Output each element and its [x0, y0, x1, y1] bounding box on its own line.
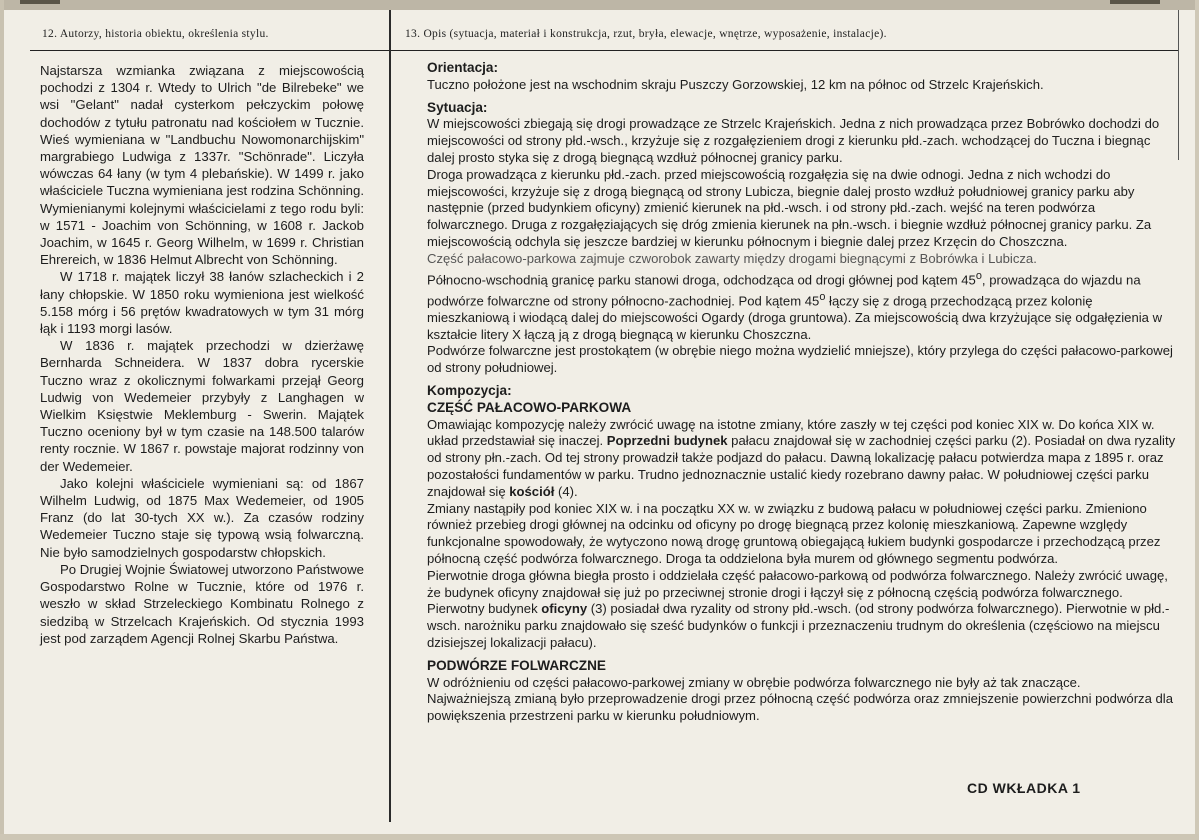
section-13-header: 13. Opis (sytuacja, materiał i konstrukcja, rzut, bryła, elewacje, wnętrze, wyposażenie, instalacje). [405, 28, 887, 40]
section-12-header: 12. Autorzy, historia obiektu, określenia stylu. [42, 28, 269, 40]
column-divider [389, 10, 391, 822]
bold-term: oficyny [541, 601, 588, 617]
text-span: łączy się z drogą przechodzącą przez kolonię mieszkaniową i wiodącą dalej do miejscowości Ogardy (droga gruntowa). Za miejscowością dwa krzyżujące się odgałęzienia w kształcie litery X łączą ją z drogą biegnącą w kierunku Choszczna. [427, 293, 1163, 342]
bold-term: kościół [509, 483, 555, 499]
orientacja-text: Tuczno położone jest na wschodnim skraju Puszczy Gorzowskiej, 12 km na północ od Strzelc Krajeńskich. [427, 76, 1044, 92]
farmyard-subheading: PODWÓRZE FOLWARCZNE [427, 657, 606, 673]
text-span: (4). [554, 483, 578, 499]
sytuacja-paragraph: W miejscowości zbiegają się drogi prowadzące ze Strzelc Krajeńskich. Jedna z nich prowadząca przez Bobrówko dochodzi do miejscowości od strony płd.-wsch., krzyżuje się z rozgałęzieniem drogi z kierunku płd.-zach. wchodzącej do Tuczna i biegnąc dalej prosto styka się z drogą biegnącą wzdłuż północnej granicy parku. [427, 116, 1160, 165]
scan-bottom-edge [0, 834, 1199, 840]
history-paragraph: Jako kolejni właściciele wymieniani są: od 1867 Wilhelm Ludwig, od 1875 Max Wedemeier, od 1905 Franz (do lat 30-tych XX w.). Za czasów rodziny Wedemeier Tuczno staje się typową wsią folwarczną. Nie było samodzielnych gospodarstw chłopskich. [40, 475, 364, 560]
history-paragraph: W 1836 r. majątek przechodzi w dzierżawę Bernharda Schneidera. W 1837 dobra rycerskie Tuczno wraz z okolicznymi folwarkami przejął Georg Ludwig von Wedemeier przybyły z Langhagen w Wielkim Księstwie Meklemburg - Swerin. Majątek Tuczno oceniony był w tym czasie na 148.500 talarów renty rocznie. W 1867 r. powstaje majorat rodzinny von der Wedemeier. [40, 338, 364, 474]
sytuacja-paragraph-angles [427, 268, 1177, 344]
kompozycja-heading: Kompozycja: [427, 383, 512, 399]
kompozycja-paragraph [427, 568, 1177, 652]
scan-right-edge [1195, 0, 1199, 840]
insert-label: CD WKŁADKA 1 [967, 780, 1081, 796]
kompozycja-paragraph [427, 417, 1177, 501]
text-span: (3) posiadał dwa ryzality od strony płd.-wsch. (od strony podwórza folwarcznego). Pierwotnie w płd.-wsch. narożniku parku znajdowało się sześć budynków o funkcji i przeznaczeniu trudnym do określenia (częściowo na miejscu dzisiejszej lokalizacji pałacu). [427, 601, 1170, 651]
history-column [40, 62, 364, 647]
sytuacja-paragraph: Droga prowadząca z kierunku płd.-zach. przed miejscowością rozgałęzia się na dwie odnogi. Jedna z nich wchodzi do miejscowości, krzyżuje się z drogą biegnącą od strony Lubicza, biegnie dalej prosto wzdłuż południowej granicy parku aby następnie (przed budynkiem oficyny) zmienić kierunek na płd.-wsch. i od strony płd.-zach. wejść na teren podwórza folwarcznego. Druga z rozgałęziających się dróg zmienia kierunek na płn.-wsch. i biegnie wzdłuż północnej granicy parku. Za miejscowością odchyla się jeszcze bardziej w kierunku północnym i biegnie dalej przez Krzęcin do Choszczna. [427, 166, 1152, 249]
degree-sup: o [975, 269, 982, 282]
palace-park-subheading: CZĘŚĆ PAŁACOWO-PARKOWA [427, 399, 632, 415]
text-span: Omawiając kompozycję należy zwrócić uwagę na istotne zmiany, które zaszły w tej części pod koniec XIX w. Do końca XIX w. układ przedstawiał się inaczej. [427, 416, 1155, 449]
degree-sup: o [819, 290, 826, 303]
history-paragraph: W 1718 r. majątek liczył 38 łanów szlacheckich i 2 łany chłopskie. W 1850 roku wymieniona jest wielkość 5.158 mórg i 56 prętów kwadratowych w tym 31 mórg łąk i 1193 morgi lasów. [40, 269, 364, 337]
text-span: , prowadząca do wjazdu na podwórze folwarczne od strony północno-zachodniej. Pod kątem 45 [427, 271, 1141, 309]
bold-term: Poprzedni budynek [606, 433, 728, 449]
scan-left-edge [0, 0, 4, 840]
text-span: Północno-wschodnią granicę parku stanowi droga, odchodząca od drogi głównej pod kątem 45 [427, 271, 976, 287]
history-paragraph: Najstarsza wzmianka związana z miejscowością pochodzi z 1304 r. Wtedy to Ulrich "de Bilrebeke" we wsi "Gelant" nadał cysterkom pełczyckim połowę dochodów z tytułu patronatu nad kościołem w Tucznie. Wieś wymieniana w "Landbuchu Nowomonarchijskim" margrabiego Ludwiga z 1337r. "Schönrade". Liczyła wówczas 64 łany (w tym 4 plebańskie). W 1499 r. jako właściciele Tuczna wymieniana jest rodzina Schönning. Wymienianymi kolejnymi właścicielami z tego rodu byli: w 1571 - Joachim von Schönning, w 1608 r. Jackob Joachim, w 1645 r. Georg Wilhelm, w 1699 r. Christian Ehrereich, w 1836 Helmut Albrecht von Schönning. [40, 63, 364, 268]
text-span: Pierwotnie droga główna biegła prosto i oddzielała część pałacowo-parkową od podwórza folwarcznego. Należy zwrócić uwagę, że budynek oficyny znajdował się już po przeciwnej stronie drogi i łączył się z północną częścią podwórza folwarcznego. Pierwotny budynek [427, 567, 1168, 617]
scan-top-edge [0, 0, 1199, 10]
kompozycja-paragraph: Zmiany nastąpiły pod koniec XIX w. i na początku XX w. w związku z budową pałacu w południowej części parku. Zmieniono również przebieg drogi głównej na odcinku od oficyny po drogę biegnącą przez kolonię mieszkaniową. Zapewne względy funkcjonalne spowodowały, że wytyczono nową drogę gruntową obiegającą łukiem budynki gospodarcze i przechodzącą przez północną część podwórza folwarcznego. Droga ta oddzielona była murem od głównego segmentu podwórza. [427, 500, 1161, 567]
header-rule [30, 50, 1178, 51]
history-paragraph: Po Drugiej Wojnie Światowej utworzono Państwowe Gospodarstwo Rolne w Tucznie, które od 1976 r. weszło w skład Strzeleckiego Kombinatu Rolnego z siedzibą w Strzelcach Krajeńskich. Od stycznia 1993 jest pod zarządem Agencji Rolnej Skarbu Państwa. [40, 561, 364, 646]
sytuacja-paragraph: Część pałacowo-parkowa zajmuje czworobok zawarty między drogami biegnącymi z Bobrówka i Lubicza. [427, 250, 1037, 266]
kompozycja-paragraph: W odróżnieniu od części pałacowo-parkowej zmiany w obrębie podwórza folwarcznego nie były aż tak znaczące. [427, 674, 1081, 690]
text-span: pałacu znajdował się w zachodniej części parku (2). Posiadał on dwa ryzality od strony płn.-zach. Od tej strony prowadził także podjazd do pałacu. Dawną lokalizację pałacu potwierdza mapa z 1895 r. oraz pozostałości fundamentów w parku. Trudno jednoznacznie ustalić kiedy rozebrano dawny pałac. W południowej części parku znajdował się [427, 433, 1176, 499]
sytuacja-paragraph: Podwórze folwarczne jest prostokątem (w obrębie niego można wydzielić mniejsze), który przylega do części pałacowo-parkowej od strony południowej. [427, 343, 1173, 376]
right-edge-rule [1178, 10, 1179, 160]
description-column [427, 60, 1177, 725]
sytuacja-heading: Sytuacja: [427, 99, 488, 115]
orientacja-heading: Orientacja: [427, 60, 499, 75]
kompozycja-paragraph: Najważniejszą zmianą było przeprowadzenie drogi przez północną część podwórza oraz zmniejszenie powierzchni podwórza dla powiększenia przestrzeni parku w kierunku południowym. [427, 691, 1173, 724]
